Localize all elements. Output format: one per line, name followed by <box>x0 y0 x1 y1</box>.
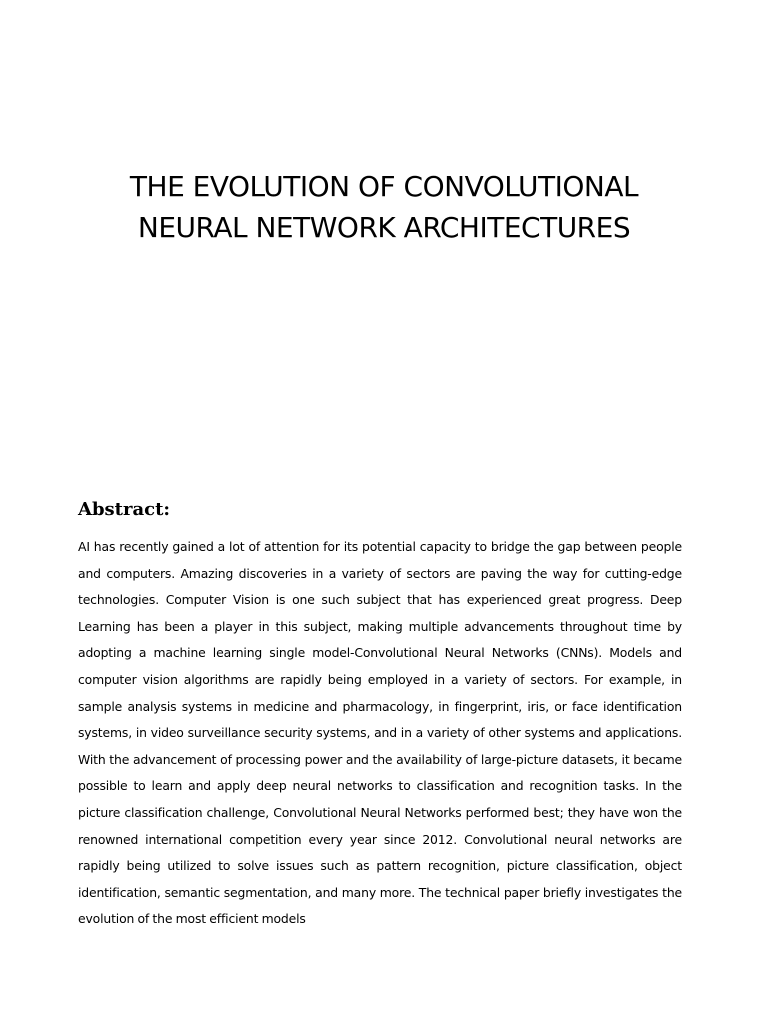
abstract-body: AI has recently gained a lot of attention for its potential capacity to bridge the gap between people and computers. Amazing discoveries in a variety of sectors are paving the way for cutting-edge technologies. Computer Vision is one such subject that has experienced great progress. Deep Learning has been a player in this subject, making multiple advancements throughout time by adopting a machine learning single model-Convolutional Neural Networks (CNNs). Models and computer vision algorithms are rapidly being employed in a variety of sectors. For example, in sample analysis systems in medicine and pharmacology, in fingerprint, iris, or face identification systems, in video surveillance security systems, and in a variety of other systems and applications. With the advancement of processing power and the availability of large-picture datasets, it became possible to learn and apply deep neural networks to classification and recognition tasks. In the picture classification challenge, Convolutional Neural Networks performed best; they have won the renowned international competition every year since 2012. Convolutional neural networks are rapidly being utilized to solve issues such as pattern recognition, picture classification, object identification, semantic segmentation, and many more. The technical paper briefly investigates the evolution of the most efficient models <box>78 539 682 927</box>
document-title <box>60 166 708 248</box>
title-line-2: NEURAL NETWORK ARCHITECTURES <box>137 211 631 244</box>
abstract-heading: Abstract: <box>78 499 171 520</box>
title-line-1: THE EVOLUTION OF CONVOLUTIONAL <box>129 170 639 203</box>
